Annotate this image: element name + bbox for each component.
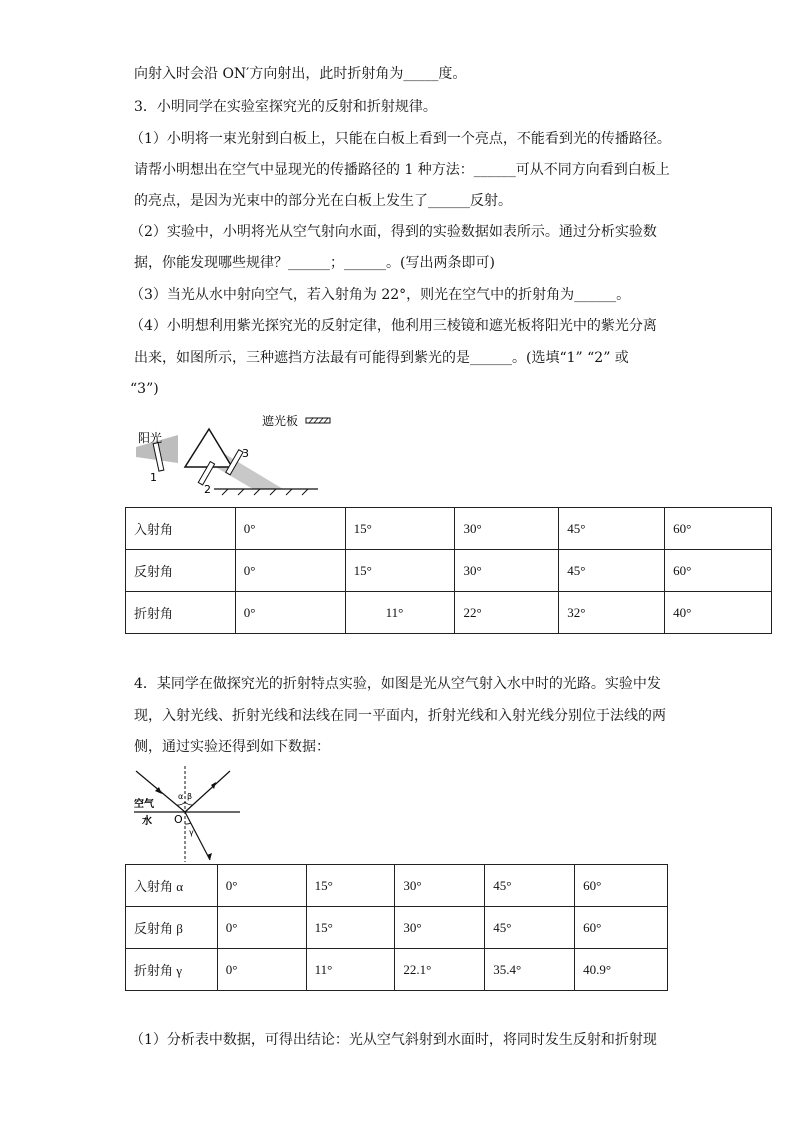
table-cell: 45° bbox=[485, 907, 575, 949]
table-row bbox=[126, 550, 772, 592]
prism-figure bbox=[128, 405, 338, 497]
table-cell: 0° bbox=[235, 550, 345, 592]
table-cell: 0° bbox=[217, 949, 306, 991]
table-cell: 30° bbox=[395, 907, 485, 949]
shield-number-2: 2 bbox=[204, 483, 211, 496]
table-cell: 入射角 bbox=[126, 508, 236, 550]
text-line: （4）小明想利用紫光探究光的反射定律，他利用三棱镜和遮光板将阳光中的紫光分离 bbox=[130, 318, 657, 334]
table-cell: 入射角 α bbox=[126, 865, 218, 907]
gamma-label: γ bbox=[189, 828, 194, 837]
text-line: 向射入时会沿 ON′方向射出，此时折射角为_____度。 bbox=[134, 66, 467, 82]
table-cell: 60° bbox=[665, 550, 772, 592]
table-cell: 11° bbox=[306, 949, 395, 991]
data-table-1 bbox=[125, 507, 772, 634]
text-line: （2）实验中，小明将光从空气射向水面，得到的实验数据如表所示。通过分析实验数 bbox=[130, 224, 657, 240]
table-cell: 32° bbox=[559, 592, 665, 634]
text-line: 据，你能发现哪些规律？______；______。(写出两条即可) bbox=[134, 255, 495, 271]
shield-label: 遮光板 bbox=[262, 414, 299, 428]
table-cell: 15° bbox=[306, 865, 395, 907]
data-table-2 bbox=[125, 864, 668, 991]
question-3-title: 3．小明同学在实验室探究光的反射和折射规律。 bbox=[134, 99, 437, 115]
table-cell: 22° bbox=[455, 592, 559, 634]
table-cell: 0° bbox=[235, 508, 345, 550]
water-label: 水 bbox=[142, 816, 152, 827]
table-cell: 反射角 bbox=[126, 550, 236, 592]
table-cell: 45° bbox=[485, 865, 575, 907]
table-cell: 折射角 γ bbox=[126, 949, 218, 991]
table-row bbox=[126, 865, 668, 907]
table-cell: 15° bbox=[345, 508, 455, 550]
text-line: （1）小明将一束光射到白板上，只能在白板上看到一个亮点，不能看到光的传播路径。 bbox=[130, 131, 671, 147]
table-cell: 30° bbox=[395, 865, 485, 907]
text-line: 请帮小明想出在空气中显现光的传播路径的 1 种方法：______可从不同方向看到白板上 bbox=[134, 162, 670, 178]
table-cell: 45° bbox=[559, 508, 665, 550]
table-cell: 30° bbox=[455, 550, 559, 592]
beta-label: β bbox=[187, 792, 193, 801]
table-cell: 15° bbox=[345, 550, 455, 592]
table-cell: 0° bbox=[217, 907, 306, 949]
text-line: “3”) bbox=[130, 381, 159, 397]
table-cell: 0° bbox=[217, 865, 306, 907]
table-cell: 反射角 β bbox=[126, 907, 218, 949]
text-line: （1）分析表中数据，可得出结论：光从空气斜射到水面时，将同时发生反射和折射现 bbox=[130, 1032, 657, 1048]
table-cell: 60° bbox=[575, 907, 668, 949]
point-o-label: O bbox=[174, 813, 183, 826]
table-cell: 15° bbox=[306, 907, 395, 949]
table-cell: 40° bbox=[665, 592, 772, 634]
table-cell: 60° bbox=[665, 508, 772, 550]
table-row bbox=[126, 907, 668, 949]
text-line: 的亮点，是因为光束中的部分光在白板上发生了______反射。 bbox=[134, 193, 512, 209]
table-cell: 折射角 bbox=[126, 592, 236, 634]
shield-number-1: 1 bbox=[150, 471, 157, 484]
text-line: （3）当光从水中射向空气，若入射角为 22°，则光在空气中的折射角为______。 bbox=[130, 287, 631, 303]
table-cell: 30° bbox=[455, 508, 559, 550]
table-cell: 11° bbox=[345, 592, 455, 634]
table-cell: 60° bbox=[575, 865, 668, 907]
table-cell: 40.9° bbox=[575, 949, 668, 991]
table-row bbox=[126, 508, 772, 550]
alpha-label: α bbox=[178, 792, 184, 801]
table-cell: 0° bbox=[235, 592, 345, 634]
text-line: 现，入射光线、折射光线和法线在同一平面内，折射光线和入射光线分别位于法线的两 bbox=[134, 708, 666, 724]
table-cell: 35.4° bbox=[485, 949, 575, 991]
text-line: 侧，通过实验还得到如下数据： bbox=[134, 739, 330, 755]
table-row bbox=[126, 949, 668, 991]
sunlight-label: 阳光 bbox=[138, 431, 163, 445]
table-cell: 45° bbox=[559, 550, 665, 592]
refraction-figure bbox=[128, 764, 248, 864]
air-label: 空气 bbox=[134, 799, 154, 810]
prism bbox=[185, 429, 232, 467]
text-line: 出来，如图所示，三种遮挡方法最有可能得到紫光的是______。(选填“1” “2” 或 bbox=[134, 350, 629, 366]
shield-number-3: 3 bbox=[242, 447, 249, 460]
table-row bbox=[126, 592, 772, 634]
question-4-title: 4．某同学在做探究光的折射特点实验，如图是光从空气射入水中时的光路。实验中发 bbox=[134, 676, 661, 692]
table-cell: 22.1° bbox=[395, 949, 485, 991]
